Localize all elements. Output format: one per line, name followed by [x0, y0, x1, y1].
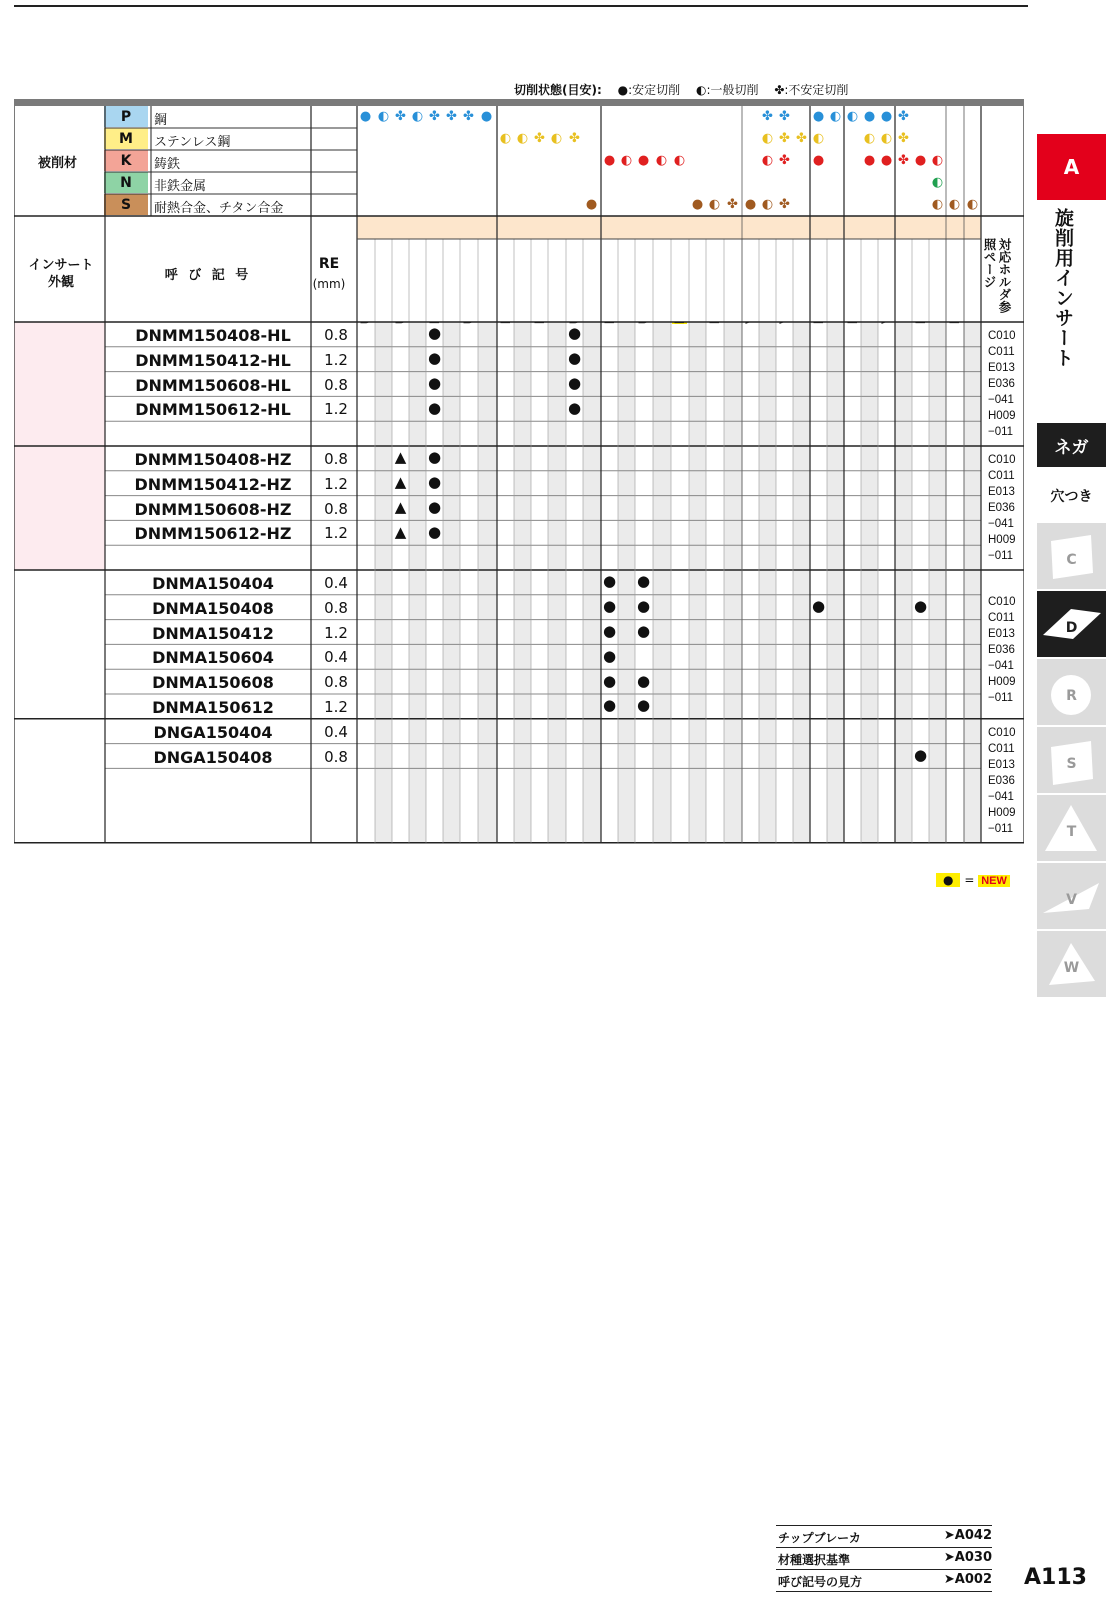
corner-radius: 0.4	[324, 574, 348, 592]
cutting-condition-legend	[514, 81, 848, 98]
ref-chipbreaker[interactable]: チップブレーカ ➤A042	[776, 1525, 992, 1548]
material-name-n: 非鉄金属	[154, 179, 207, 194]
section-title: 旋削用インサート	[1052, 208, 1074, 368]
corner-radius: 1.2	[324, 350, 348, 369]
recommend-mark: ●	[636, 622, 651, 640]
corner-radius: 1.2	[324, 698, 348, 716]
condition-icon: ✤	[463, 109, 474, 124]
insert-code: DNMM150612-HL	[135, 400, 291, 420]
tab-shape-r[interactable]	[1037, 659, 1106, 725]
recommend-mark: ▲	[394, 448, 407, 467]
tab-shape-w[interactable]	[1037, 931, 1106, 997]
table-grid-lines	[14, 106, 1024, 871]
condition-icon: ●	[585, 197, 598, 212]
re-unit: (mm)	[312, 277, 346, 291]
insert-code: DNMA150404	[152, 574, 274, 593]
condition-icon: ◐	[829, 109, 842, 124]
recommend-mark: ●	[636, 696, 651, 715]
holder-pages: C010 C011 E013 E036 −041 H009 −011	[988, 726, 1016, 835]
recommend-mark: ●	[427, 522, 442, 541]
legend-unstable: ✤:不安定切削	[774, 83, 849, 97]
tab-shape-v[interactable]	[1037, 863, 1106, 929]
tab-hole[interactable]: 穴つき	[1050, 489, 1093, 505]
tab-nega[interactable]: ネガ	[1037, 423, 1106, 467]
insert-code: DNGA150408	[153, 747, 273, 767]
insert-code: DNMA150608	[152, 673, 274, 693]
holder-page-header: 対応ホルダ参照ページ	[982, 238, 1012, 313]
condition-icon: ✤	[779, 153, 790, 168]
condition-icon: ◐	[550, 131, 563, 146]
insert-code: DNMM150608-HL	[135, 375, 291, 395]
new-dot: ●	[936, 873, 960, 887]
condition-icon: ◐	[931, 175, 944, 190]
condition-icon: ✤	[796, 131, 807, 146]
insert-code: DNMM150608-HZ	[134, 499, 292, 519]
recommend-mark: ●	[427, 498, 442, 516]
condition-icon: ◐	[761, 153, 774, 168]
condition-icon: ✤	[395, 109, 406, 124]
recommend-mark: ●	[567, 349, 582, 368]
recommend-mark: ●	[427, 349, 442, 368]
recommend-mark: ●	[602, 646, 617, 665]
insert-code: DNMM150612-HZ	[134, 524, 292, 544]
holder-pages: C010 C011 E013 E036 −041 H009 −011	[988, 454, 1016, 562]
condition-icon: ●	[863, 109, 876, 124]
condition-icon: ●	[359, 109, 372, 124]
recommend-mark: ●	[636, 597, 651, 616]
recommend-mark: ●	[636, 572, 651, 591]
corner-radius: 0.4	[324, 648, 348, 667]
condition-icon: ◐	[846, 109, 859, 124]
recommend-mark: ▲	[394, 498, 407, 516]
legend-title: 切削状態(目安):	[514, 83, 602, 97]
insert-code: DNMA150604	[152, 648, 274, 668]
recommend-mark: ●	[913, 746, 928, 764]
material-name-s: 耐熱合金、チタン合金	[154, 201, 284, 216]
condition-icon: ✤	[779, 197, 790, 212]
legend-general: ◐:一般切削	[695, 83, 759, 97]
insert-code: DNMA150408	[152, 598, 274, 618]
recommend-mark: ●	[913, 597, 928, 616]
insert-grade-table	[14, 106, 1024, 871]
condition-icon: ✤	[779, 109, 790, 124]
material-code-s: S	[104, 194, 148, 215]
tab-shape-d[interactable]	[1037, 591, 1106, 657]
reference-links	[776, 1525, 992, 1592]
condition-icon: ◐	[516, 131, 529, 146]
condition-icon: ◐	[948, 197, 961, 212]
corner-radius: 1.2	[324, 524, 348, 543]
material-code-m: M	[104, 128, 148, 149]
re-header: RE	[318, 256, 340, 272]
condition-icon: ✤	[898, 153, 909, 168]
tab-shape-label: S	[1066, 756, 1077, 772]
recommend-mark: ●	[602, 597, 617, 616]
condition-icon: ●	[880, 109, 893, 124]
corner-radius: 0.8	[324, 326, 348, 344]
material-code-k: K	[104, 150, 148, 171]
new-grade-legend	[936, 873, 1010, 887]
condition-icon: ◐	[761, 131, 774, 146]
table-header-bar	[14, 99, 1024, 106]
recommend-mark: ●	[567, 324, 582, 343]
condition-icon: ◐	[863, 131, 876, 146]
tab-shape-label: V	[1066, 892, 1077, 908]
corner-radius: 1.2	[324, 623, 348, 642]
recommend-mark: ●	[602, 622, 617, 640]
corner-radius: 1.2	[324, 400, 348, 419]
material-name-p: 鋼	[154, 113, 168, 128]
condition-icon: ◐	[411, 109, 424, 124]
material-name-m: ステンレス鋼	[154, 135, 231, 150]
condition-icon: ●	[603, 153, 616, 168]
condition-icon: ◐	[880, 131, 893, 146]
recommend-mark: ●	[602, 696, 617, 715]
condition-icon: ◐	[377, 109, 390, 124]
condition-icon: ●	[914, 153, 927, 168]
top-rule	[14, 5, 1028, 7]
condition-icon: ●	[480, 109, 493, 124]
recommend-mark: ●	[427, 473, 442, 492]
code-header: 呼 び 記 号	[164, 268, 252, 283]
condition-icon: ◐	[761, 197, 774, 212]
tab-shape-label: W	[1063, 960, 1080, 976]
insert-code: DNMM150412-HL	[135, 350, 291, 370]
condition-icon: ◐	[655, 153, 668, 168]
corner-radius: 0.8	[324, 747, 348, 766]
condition-icon: ◐	[966, 197, 979, 212]
ref-designation[interactable]: 呼び記号の見方 ➤A002	[776, 1570, 992, 1592]
condition-icon: ●	[880, 153, 893, 168]
condition-icon: ●	[744, 197, 757, 212]
legend-stable: ●:安定切削	[617, 83, 681, 97]
insert-code: DNMM150412-HZ	[134, 474, 292, 494]
corner-radius: 0.8	[324, 499, 348, 518]
condition-icon: ●	[863, 153, 876, 168]
recommend-mark: ●	[427, 374, 442, 392]
condition-icon: ●	[691, 197, 704, 212]
condition-icon: ✤	[727, 197, 738, 212]
tab-shape-c[interactable]	[1037, 523, 1106, 589]
holder-pages: C010 C011 E013 E036 −041 H009 −011	[988, 596, 1016, 704]
recommend-mark: ●	[427, 324, 442, 343]
condition-icon: ✤	[446, 109, 457, 124]
condition-icon: ✤	[762, 109, 773, 124]
condition-icon: ●	[812, 109, 825, 124]
recommend-mark: ●	[602, 671, 617, 690]
condition-icon: ◐	[620, 153, 633, 168]
recommend-mark: ●	[811, 597, 826, 616]
new-eq: =	[964, 873, 975, 887]
recommend-mark: ●	[427, 448, 442, 467]
insert-code: DNMM150408-HL	[135, 326, 291, 345]
condition-icon: ●	[637, 153, 650, 168]
condition-icon: ✤	[898, 131, 909, 146]
recommend-mark: ●	[427, 398, 442, 417]
tab-shape-label: C	[1066, 552, 1077, 568]
corner-radius: 0.8	[324, 450, 348, 468]
material-code-p: P	[104, 106, 148, 127]
insert-shape-header: インサート外観	[28, 258, 94, 290]
insert-code: DNMA150612	[152, 698, 274, 717]
recommend-mark: ●	[567, 398, 582, 417]
condition-icon: ●	[812, 153, 825, 168]
condition-icon: ◐	[812, 131, 825, 146]
ref-grade-selection[interactable]: 材種選択基準 ➤A030	[776, 1548, 992, 1570]
holder-pages: C010 C011 E013 E036 −041 H009 −011	[988, 330, 1016, 438]
recommend-mark: ▲	[394, 522, 407, 541]
new-label: NEW	[978, 875, 1010, 887]
condition-icon: ◐	[931, 197, 944, 212]
recommend-mark: ▲	[394, 473, 407, 492]
insert-code: DNGA150404	[153, 722, 273, 742]
recommend-mark: ●	[567, 374, 582, 392]
corner-radius: 0.4	[324, 722, 348, 741]
condition-icon: ✤	[779, 131, 790, 146]
insert-code: DNMA150412	[152, 623, 274, 643]
material-header: 被削材	[38, 156, 78, 171]
corner-radius: 1.2	[324, 474, 348, 493]
condition-icon: ◐	[673, 153, 686, 168]
condition-icon: ◐	[499, 131, 512, 146]
corner-radius: 0.8	[324, 375, 348, 394]
condition-icon: ◐	[931, 153, 944, 168]
insert-code: DNMM150408-HZ	[134, 450, 292, 469]
section-tab-a[interactable]: A	[1037, 134, 1106, 200]
material-name-k: 鋳鉄	[154, 157, 181, 172]
recommend-mark: ●	[636, 671, 651, 690]
material-code-n: N	[104, 172, 148, 193]
tab-shape-t[interactable]	[1037, 795, 1106, 861]
condition-icon: ✤	[429, 109, 440, 124]
tab-shape-label: D	[1065, 620, 1078, 636]
corner-radius: 0.8	[324, 598, 348, 617]
tab-shape-s[interactable]	[1037, 727, 1106, 793]
condition-icon: ✤	[898, 109, 909, 124]
recommend-mark: ●	[602, 572, 617, 591]
tab-shape-label: R	[1066, 688, 1077, 704]
condition-icon: ✤	[534, 131, 545, 146]
condition-icon: ✤	[569, 131, 580, 146]
page-number: A113	[1024, 1565, 1087, 1590]
tab-shape-label: T	[1066, 824, 1077, 840]
condition-icon: ◐	[708, 197, 721, 212]
corner-radius: 0.8	[324, 673, 348, 692]
